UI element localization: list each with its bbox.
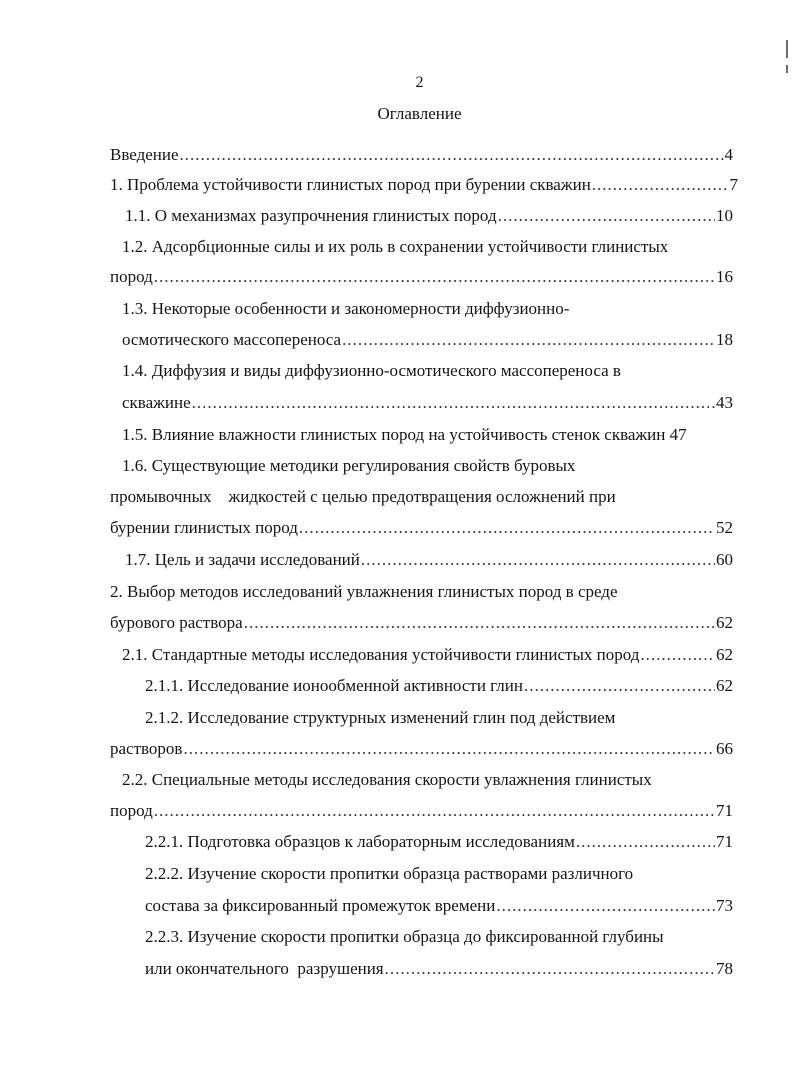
dot-leader — [592, 175, 729, 195]
dot-leader — [576, 832, 715, 852]
toc-entry — [145, 959, 733, 979]
toc-entry-page: 71 — [716, 832, 733, 851]
toc-entry-text: 1.6. Существующие методики регулирования свойств буровых — [122, 456, 576, 475]
dot-leader — [192, 393, 715, 413]
toc-entry — [122, 361, 621, 381]
toc-entry-page: 52 — [716, 518, 733, 537]
toc-entry — [122, 237, 668, 257]
toc-entry-text: осмотического массопереноса — [122, 330, 342, 349]
toc-entry-text: 1.4. Диффузия и виды диффузионно-осмотического массопереноса в — [122, 361, 621, 380]
toc-entry-text: 2.2.3. Изучение скорости пропитки образца до фиксированной глубины — [145, 927, 664, 946]
dot-leader — [496, 896, 715, 916]
toc-entry-text: бурении глинистых пород — [110, 518, 298, 537]
toc-entry — [122, 425, 687, 445]
scan-edge-mark — [786, 65, 788, 73]
page-number: 2 — [415, 74, 424, 91]
toc-entry — [110, 175, 738, 195]
page-title: Оглавление — [377, 104, 462, 123]
toc-entry — [125, 206, 733, 226]
toc-entry-page: 18 — [716, 330, 733, 349]
toc-entry — [122, 645, 733, 665]
dot-leader — [183, 739, 715, 759]
toc-entry — [145, 832, 733, 852]
toc-entry-text: Введение — [110, 145, 179, 164]
toc-entry-text: 1.1. О механизмах разупрочнения глинистых пород — [125, 206, 497, 225]
dot-leader — [361, 550, 715, 570]
toc-entry-text: 2. Выбор методов исследований увлажнения глинистых пород в среде — [110, 582, 618, 601]
toc-entry-page: 66 — [716, 739, 733, 758]
toc-entry-page: 7 — [729, 175, 738, 194]
dot-leader — [299, 518, 715, 538]
toc-entry — [145, 676, 733, 696]
toc-entry-text: растворов — [110, 739, 183, 758]
toc-entry-page: 71 — [716, 801, 733, 820]
dot-leader — [498, 206, 715, 226]
toc-entry-text: 2.2.1. Подготовка образцов к лабораторным исследованиям — [145, 832, 575, 851]
toc-entry-page: 10 — [716, 206, 733, 225]
dot-leader — [342, 330, 715, 350]
toc-entry-text: состава за фиксированный промежуток времени — [145, 896, 496, 915]
toc-entry-text: 1. Проблема устойчивости глинистых пород при бурении скважин — [110, 175, 591, 194]
toc-entry-text: 1.5. Влияние влажности глинистых пород на устойчивость стенок скважин 47 — [122, 425, 687, 444]
toc-entry — [122, 456, 575, 476]
toc-entry-text: 1.3. Некоторые особенности и закономерности диффузионно- — [122, 299, 570, 318]
toc-entry — [110, 801, 733, 821]
toc-entry-page: 62 — [716, 676, 733, 695]
toc-entry-page: 4 — [724, 145, 733, 164]
toc-entry — [110, 267, 733, 287]
dot-leader — [640, 645, 715, 665]
dot-leader — [154, 267, 715, 287]
toc-entry-page: 60 — [716, 550, 733, 569]
toc-entry-page: 43 — [716, 393, 733, 412]
toc-entry-text: 2.1. Стандартные методы исследования устойчивости глинистых пород — [122, 645, 640, 664]
toc-entry — [110, 145, 733, 165]
toc-entry — [122, 299, 569, 319]
dot-leader — [385, 959, 715, 979]
toc-entry-text: 2.1.2. Исследование структурных изменений глин под действием — [145, 708, 616, 727]
toc-entry — [145, 864, 633, 884]
toc-entry-text: бурового раствора — [110, 613, 243, 632]
toc-entry — [122, 393, 733, 413]
toc-entry-page: 78 — [716, 959, 733, 978]
toc-entry-page: 73 — [716, 896, 733, 915]
toc-entry-text: 1.7. Цель и задачи исследований — [125, 550, 360, 569]
toc-entry — [110, 487, 616, 507]
toc-entry-text: 2.2. Специальные методы исследования скорости увлажнения глинистых — [122, 770, 652, 789]
toc-entry — [110, 518, 733, 538]
toc-entry-text: или окончательного разрушения — [145, 959, 384, 978]
toc-entry — [122, 770, 652, 790]
toc-entry-page: 62 — [716, 613, 733, 632]
dot-leader — [244, 613, 715, 633]
toc-entry — [145, 896, 733, 916]
toc-entry-text: 2.1.1. Исследование ионообменной активности глин — [145, 676, 523, 695]
toc-entry — [122, 330, 733, 350]
toc-entry-page: 16 — [716, 267, 733, 286]
dot-leader — [154, 801, 715, 821]
toc-entry — [145, 927, 664, 947]
toc-entry — [110, 739, 733, 759]
toc-entry — [110, 613, 733, 633]
toc-entry-text: промывочных жидкостей с целью предотвращения осложнений при — [110, 487, 616, 506]
toc-entry — [125, 550, 733, 570]
toc-entry-text: скважине — [122, 393, 191, 412]
toc-entry-text: пород — [110, 801, 153, 820]
toc-entry — [145, 708, 615, 728]
toc-entry-text: 2.2.2. Изучение скорости пропитки образца растворами различного — [145, 864, 634, 883]
scan-edge-mark — [786, 40, 788, 58]
toc-entry — [110, 582, 618, 602]
toc-entry-text: пород — [110, 267, 153, 286]
toc-entry-text: 1.2. Адсорбционные силы и их роль в сохранении устойчивости глинистых — [122, 237, 669, 256]
toc-entry-page: 62 — [716, 645, 733, 664]
dot-leader — [180, 145, 724, 165]
dot-leader — [524, 676, 715, 696]
